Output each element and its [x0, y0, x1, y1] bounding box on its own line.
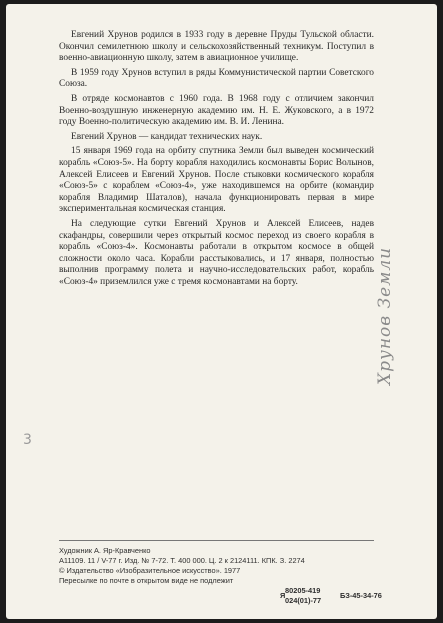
biography-text	[59, 30, 374, 291]
copyright-line: © Издательство «Изобразительное искусство». 1977	[59, 566, 241, 575]
catalog-code	[285, 586, 321, 606]
paragraph-party: В 1959 году Хрунов вступил в ряды Коммунистической партии Советского Союза.	[59, 67, 374, 90]
imprint-divider	[59, 540, 374, 541]
paragraph-spacewalk: На следующие сутки Евгений Хрунов и Алексей Елисеев, надев скафандры, совершили через открытый космос переход из своего корабля в корабль «Союз-4». Космонавты работали в открытом космосе в общей сложности около часа. Корабли расстыковались, и 17 января, полностью выполнив программу полета и научно-исследовательских работ, корабль «Союз-4» приземлился уже с тремя космонавтами на борту.	[59, 218, 374, 287]
catalog-code-top: 80205-419	[285, 586, 321, 595]
publisher-imprint	[59, 546, 389, 605]
margin-pencil-mark: 3	[23, 432, 32, 448]
catalog-code-bottom: 024(01)-77	[285, 596, 322, 605]
catalog-letter: Я	[280, 591, 286, 600]
print-details: А11109. 11 / V-77 г. Изд. № 7-72. Т. 400 000. Ц. 2 к 2124111. КПК. З. 2274	[59, 556, 305, 565]
paragraph-degree: Евгений Хрунов — кандидат технических наук.	[71, 131, 263, 142]
paragraph-birth: Евгений Хрунов родился в 1933 году в деревне Пруды Тульской области. Окончил семилетнюю школу и сельскохозяйственный техникум. Поступил в военно-авиационную школу, затем в авиационное училище.	[59, 30, 374, 64]
catalog-code-right: БЗ-45-34-76	[340, 591, 382, 600]
postal-note: Пересылке по почте в открытом виде не подлежит	[59, 576, 234, 585]
artist-credit: Художник А. Яр-Кравченко	[59, 546, 151, 555]
paragraph-education: В отряде космонавтов с 1960 года. В 1968 году с отличием закончил Военно-воздушную инженерную академию им. Н. Е. Жуковского, а в 1972 году Военно-политическую академию им. В. И. Ленина.	[59, 93, 374, 128]
paragraph-launch: 15 января 1969 года на орбиту спутника Земли был выведен космический корабль «Союз-5». На борту корабля находились космонавты Борис Волынов, Алексей Елисеев и Евгений Хрунов. После стыковки космического корабля «Союз-5» с кораблем «Союз-4», уже находившемся на орбите (командир корабля Владимир Шаталов), начала функционировать первая в мире экспериментальная космическая станция.	[59, 146, 374, 215]
handwritten-signature: Хрунов Земли	[375, 246, 395, 385]
